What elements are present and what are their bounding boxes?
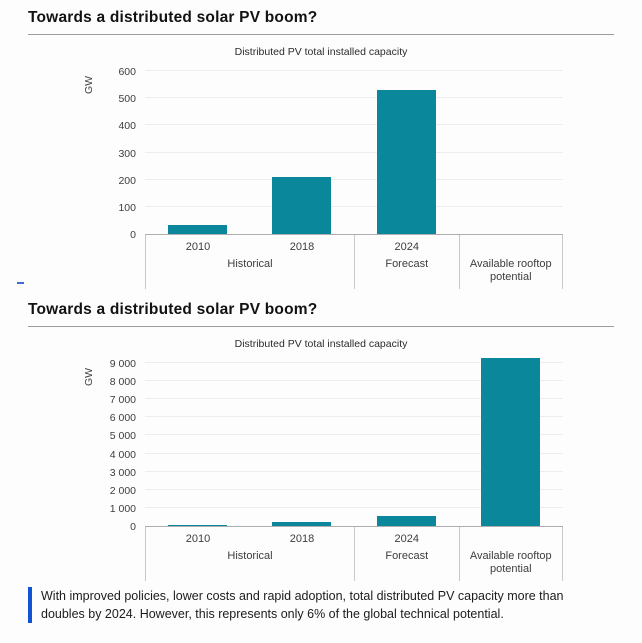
y-tick-label: 300	[118, 147, 136, 160]
x-axis	[145, 235, 563, 289]
x-year-row	[460, 235, 563, 255]
y-tick-label: 6 000	[109, 412, 136, 425]
y-tick-label: 5 000	[109, 430, 136, 443]
gridline	[145, 152, 563, 153]
bar-2024	[377, 90, 436, 234]
x-group-label: Historical	[227, 550, 273, 562]
section-title: Towards a distributed solar PV boom?	[28, 301, 318, 318]
y-tick-label: 7 000	[109, 394, 136, 407]
bar-available-rooftop-potential	[481, 358, 540, 526]
y-axis-ticks	[99, 357, 145, 533]
chart-body	[79, 357, 563, 533]
x-group-label: Historical	[227, 258, 273, 270]
y-tick-label: 200	[118, 174, 136, 187]
title-divider	[28, 326, 614, 327]
x-tick-2010: 2010	[185, 241, 211, 253]
x-group-available-rooftop-potential	[459, 235, 564, 289]
x-tick-2024: 2024	[394, 241, 419, 253]
x-year-row	[460, 527, 563, 547]
y-tick-label: 0	[130, 521, 136, 533]
gridline	[145, 70, 563, 71]
bar-2018	[272, 177, 331, 234]
y-tick-label: 1 000	[109, 502, 136, 515]
x-group-label: Available rooftop potential	[469, 258, 552, 284]
chart-title: Distributed PV total installed capacity	[234, 338, 408, 350]
x-year-row	[146, 235, 354, 255]
gridline	[145, 206, 563, 207]
y-tick-label: 4 000	[109, 448, 136, 461]
x-group-historical	[145, 527, 354, 581]
x-tick-2018: 2018	[289, 241, 315, 253]
bar-chart-bottom	[79, 337, 563, 581]
y-tick-label: 3 000	[109, 466, 136, 479]
x-group-historical	[145, 235, 354, 289]
x-group-forecast	[354, 235, 459, 289]
x-year-row	[355, 527, 459, 547]
x-year-row	[146, 527, 354, 547]
y-tick-label: 9 000	[109, 358, 136, 370]
y-tick-label: 500	[118, 93, 136, 106]
y-tick-label: 8 000	[109, 376, 136, 389]
top-panel	[28, 8, 614, 289]
y-axis-unit: GW	[83, 75, 95, 95]
bar-2010	[168, 525, 227, 526]
section-title: Towards a distributed solar PV boom?	[28, 9, 318, 26]
caption	[28, 587, 607, 623]
caption-text: With improved policies, lower costs and rapid adoption, total distributed PV capacity more than doubles by 2024. However, this represents only 6% of the global technical potential.	[41, 589, 564, 622]
bar-2024	[377, 516, 436, 526]
x-group-label: Forecast	[385, 550, 429, 562]
gridline	[145, 97, 563, 98]
y-tick-label: 2 000	[109, 484, 136, 497]
y-tick-label: 400	[118, 120, 136, 133]
plot-area	[145, 65, 563, 235]
x-group-label: Available rooftop potential	[469, 550, 552, 576]
x-group-label: Forecast	[385, 258, 429, 270]
chart-body	[79, 65, 563, 241]
x-axis	[145, 527, 563, 581]
y-axis-unit: GW	[83, 367, 95, 387]
y-tick-label: 0	[130, 229, 136, 241]
bar-2010	[168, 225, 227, 235]
y-tick-label: 600	[118, 66, 136, 78]
x-year-row	[355, 235, 459, 255]
bar-2018	[272, 522, 331, 526]
y-tick-label: 100	[118, 201, 136, 214]
x-tick-2024: 2024	[394, 533, 419, 545]
chart-title: Distributed PV total installed capacity	[234, 46, 408, 58]
bottom-panel	[28, 300, 614, 581]
stray-dash-mark	[17, 282, 24, 284]
x-tick-2018: 2018	[289, 533, 315, 545]
gridline	[145, 179, 563, 180]
x-group-forecast	[354, 527, 459, 581]
gridline	[145, 124, 563, 125]
plot-area	[145, 357, 563, 527]
title-divider	[28, 34, 614, 35]
y-axis-ticks	[99, 65, 145, 241]
x-group-available-rooftop-potential	[459, 527, 564, 581]
x-tick-2010: 2010	[185, 533, 211, 545]
bar-chart-top	[79, 45, 563, 289]
